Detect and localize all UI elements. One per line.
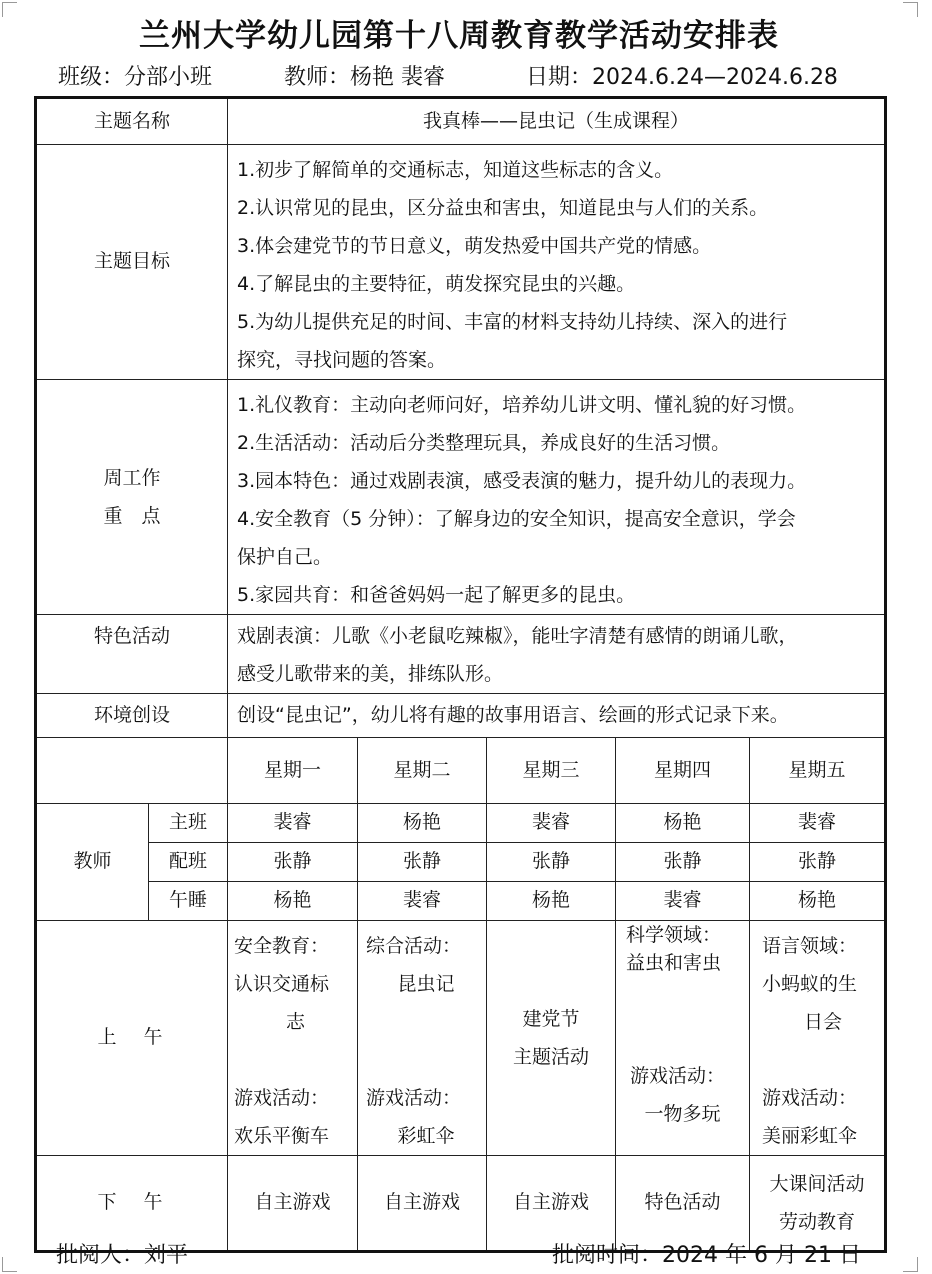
teacher-name: 杨艳 bbox=[487, 882, 616, 921]
morning-wed-line: 主题活动 bbox=[513, 1046, 590, 1068]
day-header-empty bbox=[36, 738, 228, 804]
morning-tue-line: 综合活动： bbox=[366, 935, 462, 957]
teachers-label: 教师 bbox=[36, 804, 149, 921]
morning-mon-line: 欢乐平衡车 bbox=[234, 1125, 330, 1147]
page-title: 兰州大学幼儿园第十八周教育教学活动安排表 bbox=[139, 18, 779, 54]
environment-value: 创设“昆虫记”，幼儿将有趣的故事用语言、绘画的形式记录下来。 bbox=[228, 694, 886, 738]
morning-fri-line: 美丽彩虹伞 bbox=[762, 1125, 858, 1147]
morning-wed bbox=[487, 921, 616, 1156]
teacher-role: 配班 bbox=[149, 843, 228, 882]
teacher-name: 张静 bbox=[750, 843, 886, 882]
morning-mon-line: 安全教育： bbox=[234, 935, 330, 957]
goal-item: 2.认识常见的昆虫，区分益虫和害虫，知道昆虫与人们的关系。 bbox=[237, 197, 769, 219]
day-header: 星期一 bbox=[228, 738, 358, 804]
morning-fri-line: 日会 bbox=[804, 1011, 843, 1033]
morning-thu-line: 游戏活动： bbox=[630, 1065, 726, 1087]
morning-thu-line: 一物多玩 bbox=[644, 1103, 721, 1125]
morning-thu-line: 科学领域： bbox=[626, 924, 722, 946]
focus-item: 2.生活活动：活动后分类整理玩具，养成良好的生活习惯。 bbox=[237, 432, 731, 454]
morning-tue-line: 游戏活动： bbox=[366, 1087, 462, 1109]
day-header: 星期三 bbox=[487, 738, 616, 804]
morning-fri-line: 语言领域： bbox=[762, 935, 858, 957]
teacher-row-nap bbox=[36, 882, 886, 921]
focus-item: 3.园本特色：通过戏剧表演，感受表演的魅力，提升幼儿的表现力。 bbox=[237, 470, 807, 492]
morning-mon-line: 认识交通标 bbox=[234, 973, 330, 995]
afternoon-wed: 自主游戏 bbox=[487, 1156, 616, 1252]
crop-mark-bottom-right bbox=[903, 1257, 918, 1272]
morning-tue-spacer bbox=[366, 1003, 486, 1041]
teacher-name: 裴睿 bbox=[228, 804, 358, 843]
morning-mon-line: 游戏活动： bbox=[234, 1087, 330, 1109]
feature-line: 戏剧表演：儿歌《小老鼠吃辣椒》，能吐字清楚有感情的朗诵儿歌， bbox=[237, 625, 798, 647]
focus-item: 5.家园共育：和爸爸妈妈一起了解更多的昆虫。 bbox=[237, 584, 636, 606]
morning-thu-line: 益虫和害虫 bbox=[626, 952, 722, 974]
morning-tue-line: 昆虫记 bbox=[397, 973, 455, 995]
teacher-role: 午睡 bbox=[149, 882, 228, 921]
theme-name-label: 主题名称 bbox=[36, 98, 228, 145]
focus-item: 4.安全教育（5 分钟）：了解身边的安全知识，提高安全意识，学会 bbox=[237, 508, 796, 530]
teacher-name: 张静 bbox=[358, 843, 487, 882]
teacher-name: 杨艳 bbox=[750, 882, 886, 921]
review-time-label: 批阅时间：2024 年 6 月 21 日 bbox=[552, 1243, 861, 1268]
environment-label: 环境创设 bbox=[36, 694, 228, 738]
morning-label: 上 午 bbox=[36, 921, 228, 1156]
theme-goal-label: 主题目标 bbox=[36, 145, 228, 380]
morning-thu-gap bbox=[616, 977, 749, 1057]
morning-mon-line: 志 bbox=[286, 1011, 306, 1033]
teacher-name: 裴睿 bbox=[750, 804, 886, 843]
teacher-name: 张静 bbox=[228, 843, 358, 882]
goal-item: 5.为幼儿提供充足的时间、丰富的材料支持幼儿持续、深入的进行 bbox=[237, 311, 788, 333]
morning-thu bbox=[616, 921, 750, 1156]
teacher-row-main bbox=[36, 804, 886, 843]
goal-item: 3.体会建党节的节日意义，萌发热爱中国共产党的情感。 bbox=[237, 235, 712, 257]
teacher-name: 张静 bbox=[616, 843, 750, 882]
afternoon-tue: 自主游戏 bbox=[358, 1156, 487, 1252]
goal-item: 4.了解昆虫的主要特征，萌发探究昆虫的兴趣。 bbox=[237, 273, 636, 295]
morning-mon-spacer bbox=[234, 1041, 357, 1079]
teacher-name: 裴睿 bbox=[358, 882, 487, 921]
teacher-name: 裴睿 bbox=[616, 882, 750, 921]
morning-tue bbox=[358, 921, 487, 1156]
theme-goals-content bbox=[228, 145, 886, 380]
afternoon-fri-line2: 劳动教育 bbox=[779, 1211, 856, 1233]
morning-fri bbox=[750, 921, 886, 1156]
schedule-table bbox=[34, 96, 887, 1253]
morning-tue-line: 彩虹伞 bbox=[397, 1125, 455, 1147]
feature-activity-content bbox=[228, 615, 886, 694]
morning-fri-line: 小蚂蚁的生 bbox=[762, 973, 858, 995]
teacher-name: 裴睿 bbox=[487, 804, 616, 843]
teacher-name: 杨艳 bbox=[616, 804, 750, 843]
morning-wed-line: 建党节 bbox=[522, 1008, 580, 1030]
teacher-name: 张静 bbox=[487, 843, 616, 882]
crop-mark-bottom-left bbox=[2, 1257, 17, 1272]
feature-activity-row bbox=[36, 615, 886, 694]
teacher-name: 杨艳 bbox=[358, 804, 487, 843]
theme-name-row bbox=[36, 98, 886, 145]
morning-mon bbox=[228, 921, 358, 1156]
afternoon-mon: 自主游戏 bbox=[228, 1156, 358, 1252]
weekly-focus-label-line2: 重 点 bbox=[103, 505, 161, 527]
focus-item: 保护自己。 bbox=[237, 546, 333, 568]
environment-row bbox=[36, 694, 886, 738]
morning-fri-line: 游戏活动： bbox=[762, 1087, 858, 1109]
afternoon-thu: 特色活动 bbox=[616, 1156, 750, 1252]
weekly-focus-row bbox=[36, 380, 886, 615]
weekly-focus-content bbox=[228, 380, 886, 615]
teacher-row-assistant bbox=[36, 843, 886, 882]
morning-fri-spacer bbox=[762, 1041, 884, 1079]
date-label: 日期：2024.6.24—2024.6.28 bbox=[526, 65, 838, 90]
day-header: 星期四 bbox=[616, 738, 750, 804]
morning-row bbox=[36, 921, 886, 1156]
goal-item: 1.初步了解简单的交通标志，知道这些标志的含义。 bbox=[237, 159, 674, 181]
class-label: 班级：分部小班 bbox=[58, 65, 213, 90]
day-header: 星期五 bbox=[750, 738, 886, 804]
theme-name-value: 我真棒——昆虫记（生成课程） bbox=[228, 98, 886, 145]
afternoon-fri-line1: 大课间活动 bbox=[769, 1173, 865, 1195]
feature-activity-label: 特色活动 bbox=[36, 615, 228, 694]
weekly-focus-label-line1: 周工作 bbox=[103, 467, 161, 489]
reviewer-label: 批阅人：刘平 bbox=[56, 1243, 189, 1268]
weekly-focus-label bbox=[36, 380, 228, 615]
goal-item: 探究，寻找问题的答案。 bbox=[237, 349, 447, 371]
teacher-role: 主班 bbox=[149, 804, 228, 843]
feature-line: 感受儿歌带来的美，排练队形。 bbox=[237, 663, 504, 685]
day-header: 星期二 bbox=[358, 738, 487, 804]
teacher-label: 教师：杨艳 裴睿 bbox=[284, 65, 445, 90]
teacher-name: 杨艳 bbox=[228, 882, 358, 921]
theme-goals-row bbox=[36, 145, 886, 380]
afternoon-label: 下 午 bbox=[36, 1156, 228, 1252]
focus-item: 1.礼仪教育：主动向老师问好，培养幼儿讲文明、懂礼貌的好习惯。 bbox=[237, 394, 807, 416]
day-header-row bbox=[36, 738, 886, 804]
morning-tue-spacer bbox=[366, 1041, 486, 1079]
